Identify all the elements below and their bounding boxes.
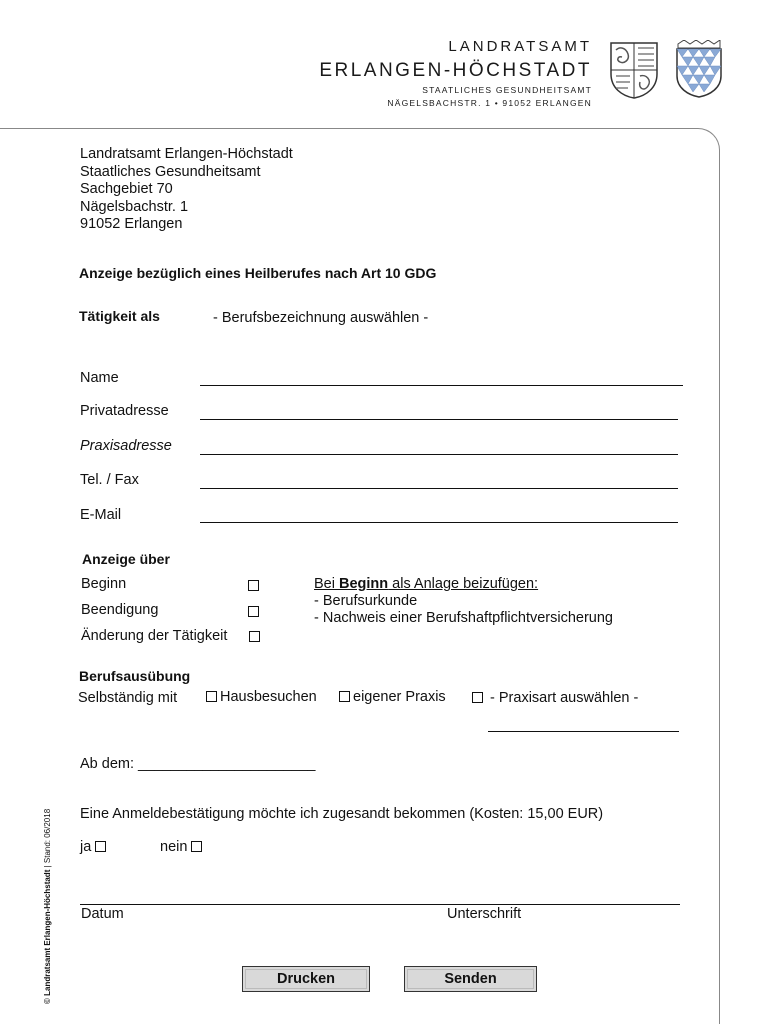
form-title: Anzeige bezüglich eines Heilberufes nach Art 10 GDG [79, 265, 437, 281]
beginn-label: Beginn [81, 576, 127, 592]
hausbesuchen-option[interactable] [206, 689, 317, 705]
aenderung-checkbox[interactable] [249, 631, 260, 642]
praxisadresse-label: Praxisadresse [80, 438, 172, 454]
aenderung-label: Änderung der Tätigkeit [81, 628, 228, 644]
unterschrift-label: Unterschrift [447, 906, 522, 922]
praxisart-checkbox[interactable] [472, 692, 483, 703]
nein-checkbox[interactable] [191, 841, 202, 852]
header-address: NÄGELSBACHSTR. 1 • 91052 ERLANGEN [387, 98, 592, 108]
copyright-owner: © Landratsamt Erlangen-Höchstadt [43, 869, 52, 1004]
header-district-name: ERLANGEN-HÖCHSTADT [319, 60, 592, 81]
eigene-praxis-label: eigener Praxis [353, 689, 446, 705]
address-line: Nägelsbachstr. 1 [80, 198, 189, 215]
signature-line[interactable] [80, 904, 680, 905]
senden-button[interactable]: Senden [404, 966, 537, 992]
tel-fax-field[interactable] [200, 488, 678, 489]
attachment-note-heading [314, 576, 538, 592]
ja-label: ja [80, 839, 92, 855]
district-coat-of-arms-icon [608, 40, 660, 100]
drucken-button[interactable]: Drucken [242, 966, 370, 992]
nein-option[interactable] [160, 839, 205, 855]
email-label: E-Mail [80, 507, 122, 523]
bavaria-coat-of-arms-icon [674, 40, 724, 98]
address-line: Staatliches Gesundheitsamt [80, 163, 261, 180]
beendigung-label: Beendigung [81, 602, 159, 618]
name-label: Name [80, 370, 119, 386]
eigene-praxis-checkbox[interactable] [339, 691, 350, 702]
selbstaendig-label: Selbständig mit [78, 690, 178, 706]
praxisart-field[interactable] [488, 731, 679, 732]
copyright-note [43, 809, 52, 1004]
privatadresse-field[interactable] [200, 419, 678, 420]
praxisart-option[interactable] [472, 690, 638, 706]
address-line: Landratsamt Erlangen-Höchstadt [80, 146, 293, 162]
attachment-item: - Berufsurkunde [314, 593, 418, 609]
hausbesuchen-checkbox[interactable] [206, 691, 217, 702]
address-line: 91052 Erlangen [80, 216, 183, 232]
praxisadresse-field[interactable] [200, 454, 678, 455]
address-line: Sachgebiet 70 [80, 181, 173, 197]
praxisart-select[interactable]: - Praxisart auswählen - [486, 690, 639, 706]
recipient-address [80, 146, 293, 234]
email-field[interactable] [200, 522, 678, 523]
hausbesuchen-label: Hausbesuchen [220, 689, 317, 705]
ja-checkbox[interactable] [95, 841, 106, 852]
attachment-note-suffix: als Anlage beizufügen: [388, 576, 539, 592]
berufsausuebung-heading: Berufsausübung [79, 668, 191, 684]
attachment-note-bold: Beginn [339, 576, 389, 592]
nein-label: nein [160, 839, 188, 855]
header-landratsamt: LANDRATSAMT [448, 38, 592, 55]
anzeige-heading: Anzeige über [82, 551, 170, 567]
tel-fax-label: Tel. / Fax [80, 472, 139, 488]
privatadresse-label: Privatadresse [80, 403, 169, 419]
beendigung-checkbox[interactable] [248, 606, 259, 617]
bestaetigung-text: Eine Anmeldebestätigung möchte ich zugesandt bekommen (Kosten: 15,00 EUR) [80, 806, 604, 822]
attachment-item: - Nachweis einer Berufshaftpflichtversicherung [314, 610, 613, 626]
copyright-date: | Stand: 06/2018 [43, 808, 52, 870]
eigene-praxis-option[interactable] [339, 689, 446, 705]
name-field[interactable] [200, 385, 683, 386]
berufsbezeichnung-select[interactable]: - Berufsbezeichnung auswählen - [213, 310, 429, 326]
ja-option[interactable] [80, 839, 109, 855]
taetigkeit-label: Tätigkeit als [79, 308, 160, 324]
attachment-note-prefix: Bei [314, 576, 339, 592]
beginn-checkbox[interactable] [248, 580, 259, 591]
header-department: STAATLICHES GESUNDHEITSAMT [422, 85, 592, 95]
datum-label: Datum [81, 906, 124, 922]
ab-dem-field[interactable]: Ab dem: ______________________ [80, 756, 316, 772]
